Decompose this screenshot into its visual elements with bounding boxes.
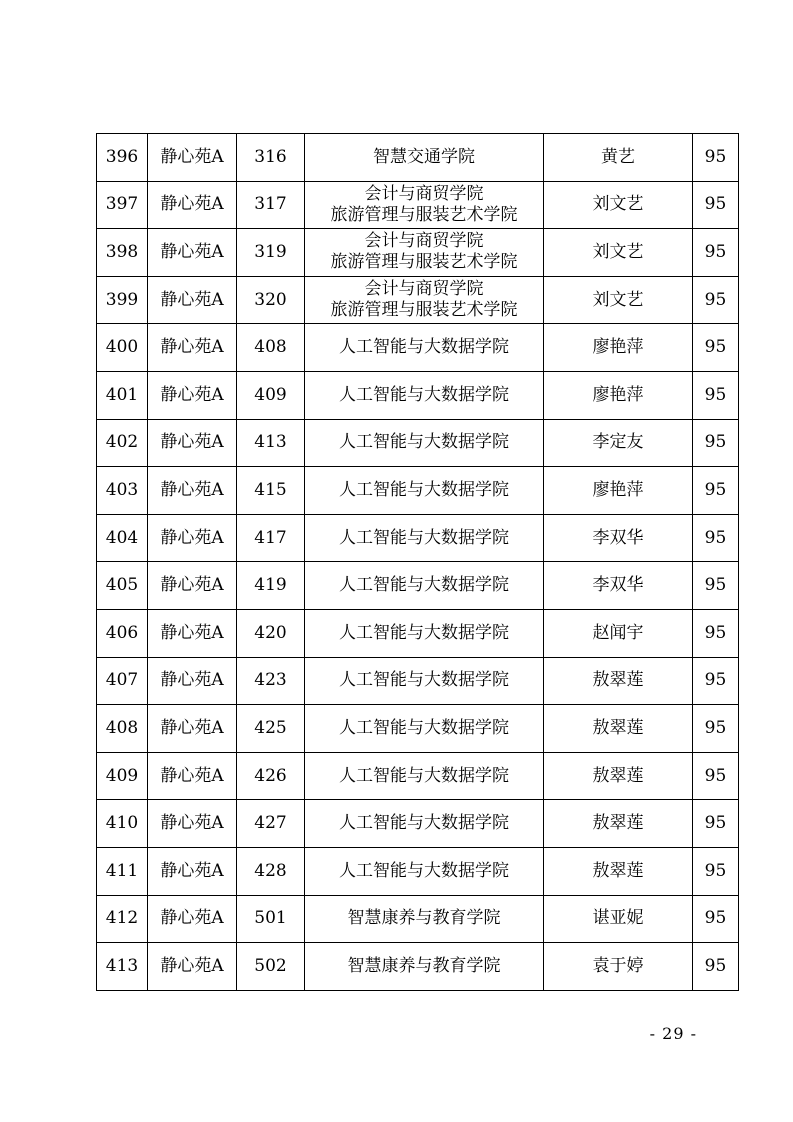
row-number-cell: 400 — [97, 324, 148, 372]
college-cell — [305, 134, 544, 182]
room-number-cell: 501 — [237, 895, 305, 943]
score-cell: 95 — [693, 943, 739, 991]
room-number-cell: 415 — [237, 467, 305, 515]
college-name-line: 人工智能与大数据学院 — [339, 670, 509, 691]
room-number-cell: 425 — [237, 705, 305, 753]
table-row — [97, 276, 739, 324]
college-cell — [305, 657, 544, 705]
room-number-cell: 409 — [237, 371, 305, 419]
table-row — [97, 752, 739, 800]
manager-cell: 刘文艺 — [544, 181, 693, 229]
row-number-cell: 403 — [97, 467, 148, 515]
table-row — [97, 562, 739, 610]
row-number-cell: 399 — [97, 276, 148, 324]
table-row — [97, 609, 739, 657]
room-number-cell: 502 — [237, 943, 305, 991]
row-number-cell: 413 — [97, 943, 148, 991]
room-number-cell: 427 — [237, 800, 305, 848]
score-cell: 95 — [693, 657, 739, 705]
college-name-line: 人工智能与大数据学院 — [339, 813, 509, 834]
score-cell: 95 — [693, 467, 739, 515]
score-cell: 95 — [693, 324, 739, 372]
score-cell: 95 — [693, 609, 739, 657]
row-number-cell: 412 — [97, 895, 148, 943]
college-name-line: 会计与商贸学院 — [364, 231, 484, 252]
score-cell: 95 — [693, 562, 739, 610]
score-cell: 95 — [693, 895, 739, 943]
manager-cell: 李双华 — [544, 562, 693, 610]
table-row — [97, 800, 739, 848]
college-cell — [305, 562, 544, 610]
table-row — [97, 514, 739, 562]
college-cell — [305, 752, 544, 800]
college-name-line: 人工智能与大数据学院 — [339, 337, 509, 358]
manager-cell: 廖艳萍 — [544, 371, 693, 419]
row-number-cell: 396 — [97, 134, 148, 182]
college-cell — [305, 847, 544, 895]
building-cell: 静心苑A — [148, 229, 237, 277]
row-number-cell: 405 — [97, 562, 148, 610]
row-number-cell: 402 — [97, 419, 148, 467]
building-cell: 静心苑A — [148, 514, 237, 562]
page-number: - 29 - — [649, 1024, 697, 1043]
college-cell — [305, 800, 544, 848]
college-cell — [305, 467, 544, 515]
college-name-line: 人工智能与大数据学院 — [339, 479, 509, 500]
building-cell: 静心苑A — [148, 324, 237, 372]
manager-cell: 刘文艺 — [544, 276, 693, 324]
college-name-line: 会计与商贸学院 — [364, 183, 484, 204]
dormitory-score-table — [96, 133, 739, 991]
building-cell: 静心苑A — [148, 419, 237, 467]
college-cell — [305, 514, 544, 562]
building-cell: 静心苑A — [148, 705, 237, 753]
manager-cell: 敖翠莲 — [544, 657, 693, 705]
table-row — [97, 467, 739, 515]
room-number-cell: 413 — [237, 419, 305, 467]
manager-cell: 袁于婷 — [544, 943, 693, 991]
room-number-cell: 320 — [237, 276, 305, 324]
table-row — [97, 943, 739, 991]
college-name-line: 人工智能与大数据学院 — [339, 432, 509, 453]
building-cell: 静心苑A — [148, 276, 237, 324]
room-number-cell: 317 — [237, 181, 305, 229]
row-number-cell: 397 — [97, 181, 148, 229]
score-cell: 95 — [693, 181, 739, 229]
table-row — [97, 657, 739, 705]
manager-cell: 敖翠莲 — [544, 800, 693, 848]
college-cell — [305, 609, 544, 657]
manager-cell: 赵闻宇 — [544, 609, 693, 657]
room-number-cell: 417 — [237, 514, 305, 562]
row-number-cell: 411 — [97, 847, 148, 895]
room-number-cell: 423 — [237, 657, 305, 705]
score-cell: 95 — [693, 752, 739, 800]
manager-cell: 李定友 — [544, 419, 693, 467]
manager-cell: 廖艳萍 — [544, 467, 693, 515]
building-cell: 静心苑A — [148, 752, 237, 800]
college-cell — [305, 181, 544, 229]
building-cell: 静心苑A — [148, 134, 237, 182]
row-number-cell: 408 — [97, 705, 148, 753]
college-name-line: 旅游管理与服装艺术学院 — [330, 204, 518, 225]
building-cell: 静心苑A — [148, 847, 237, 895]
building-cell: 静心苑A — [148, 181, 237, 229]
college-name-line: 智慧交通学院 — [373, 146, 475, 167]
manager-cell: 敖翠莲 — [544, 752, 693, 800]
table-row — [97, 895, 739, 943]
row-number-cell: 401 — [97, 371, 148, 419]
table-row — [97, 847, 739, 895]
score-cell: 95 — [693, 419, 739, 467]
room-number-cell: 408 — [237, 324, 305, 372]
row-number-cell: 406 — [97, 609, 148, 657]
row-number-cell: 407 — [97, 657, 148, 705]
score-cell: 95 — [693, 276, 739, 324]
college-name-line: 旅游管理与服装艺术学院 — [330, 300, 518, 321]
college-name-line: 人工智能与大数据学院 — [339, 765, 509, 786]
college-name-line: 人工智能与大数据学院 — [339, 384, 509, 405]
score-cell: 95 — [693, 371, 739, 419]
score-cell: 95 — [693, 134, 739, 182]
manager-cell: 敖翠莲 — [544, 705, 693, 753]
building-cell: 静心苑A — [148, 467, 237, 515]
room-number-cell: 316 — [237, 134, 305, 182]
building-cell: 静心苑A — [148, 895, 237, 943]
room-number-cell: 319 — [237, 229, 305, 277]
room-number-cell: 419 — [237, 562, 305, 610]
row-number-cell: 398 — [97, 229, 148, 277]
table-row — [97, 705, 739, 753]
manager-cell: 敖翠莲 — [544, 847, 693, 895]
college-name-line: 人工智能与大数据学院 — [339, 860, 509, 881]
table-row — [97, 371, 739, 419]
college-cell — [305, 229, 544, 277]
college-cell — [305, 419, 544, 467]
room-number-cell: 426 — [237, 752, 305, 800]
college-name-line: 智慧康养与教育学院 — [347, 908, 501, 929]
score-cell: 95 — [693, 847, 739, 895]
college-cell — [305, 943, 544, 991]
manager-cell: 黄艺 — [544, 134, 693, 182]
manager-cell: 刘文艺 — [544, 229, 693, 277]
college-name-line: 旅游管理与服装艺术学院 — [330, 252, 518, 273]
row-number-cell: 404 — [97, 514, 148, 562]
building-cell: 静心苑A — [148, 657, 237, 705]
college-cell — [305, 324, 544, 372]
college-name-line: 人工智能与大数据学院 — [339, 527, 509, 548]
manager-cell: 谌亚妮 — [544, 895, 693, 943]
table-row — [97, 134, 739, 182]
college-name-line: 会计与商贸学院 — [364, 279, 484, 300]
college-name-line: 人工智能与大数据学院 — [339, 622, 509, 643]
college-name-line: 人工智能与大数据学院 — [339, 717, 509, 738]
building-cell: 静心苑A — [148, 562, 237, 610]
row-number-cell: 409 — [97, 752, 148, 800]
building-cell: 静心苑A — [148, 800, 237, 848]
manager-cell: 廖艳萍 — [544, 324, 693, 372]
score-cell: 95 — [693, 800, 739, 848]
college-name-line: 智慧康养与教育学院 — [347, 955, 501, 976]
row-number-cell: 410 — [97, 800, 148, 848]
score-cell: 95 — [693, 705, 739, 753]
table-row — [97, 229, 739, 277]
table-body — [97, 134, 739, 991]
college-cell — [305, 276, 544, 324]
college-name-line: 人工智能与大数据学院 — [339, 575, 509, 596]
table-row — [97, 181, 739, 229]
room-number-cell: 420 — [237, 609, 305, 657]
score-cell: 95 — [693, 229, 739, 277]
college-cell — [305, 895, 544, 943]
table-row — [97, 419, 739, 467]
table-row — [97, 324, 739, 372]
building-cell: 静心苑A — [148, 943, 237, 991]
college-cell — [305, 705, 544, 753]
room-number-cell: 428 — [237, 847, 305, 895]
building-cell: 静心苑A — [148, 371, 237, 419]
score-cell: 95 — [693, 514, 739, 562]
manager-cell: 李双华 — [544, 514, 693, 562]
college-cell — [305, 371, 544, 419]
building-cell: 静心苑A — [148, 609, 237, 657]
